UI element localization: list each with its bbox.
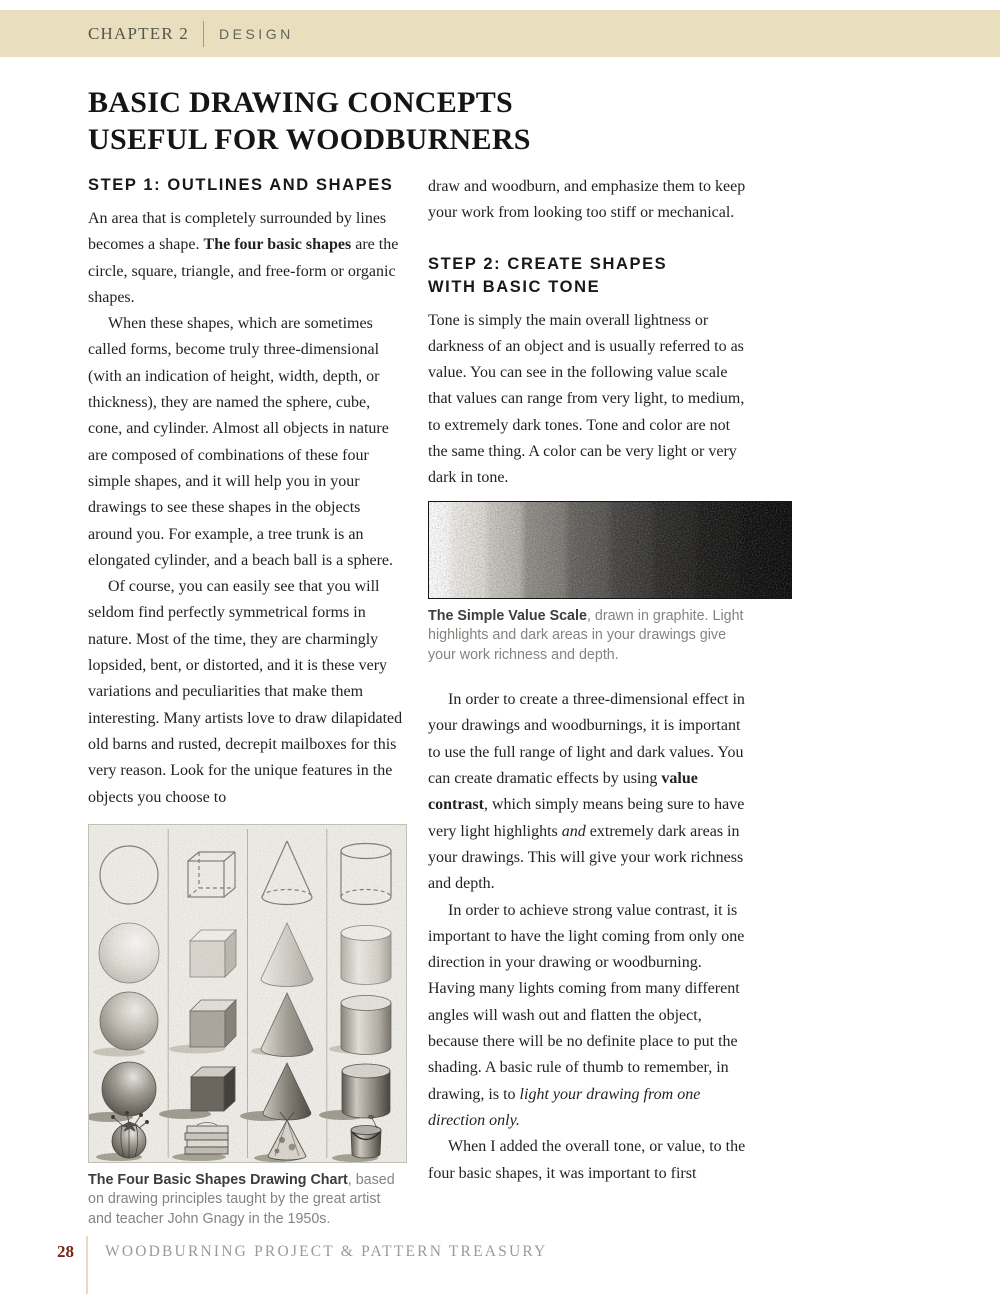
paragraph: When these shapes, which are sometimes called forms, become truly three-dimensional (with an indication of height, width, depth, or thickness), they are named the sphere, cube, cone, and cylinder. Almost all objects in nature are composed of combinations of these four simple shapes, and it will help you in your drawings to see these shapes in the objects around you. For example, a tree trunk is an elongated cylinder, and a beach ball is a sphere. [88, 315, 394, 569]
section-label: DESIGN [219, 25, 294, 42]
page-number: 28 [57, 1242, 74, 1261]
left-column [88, 174, 406, 1229]
page-title-line1: BASIC DRAWING CONCEPTS [88, 86, 514, 119]
value-scale-image [428, 501, 792, 599]
right-column [428, 174, 746, 1187]
step1-heading: STEP 1: OUTLINES AND SHAPES [88, 176, 394, 194]
header-divider [203, 21, 204, 47]
four-basic-shapes-chart-image [88, 824, 407, 1163]
two-column-layout [88, 174, 748, 1229]
paragraph: draw and woodburn, and emphasize them to keep your work from looking too stiff or mechanical. [428, 178, 746, 222]
page-title-line2: USEFUL FOR WOODBURNERS [88, 123, 531, 156]
value-scale-caption: The Simple Value Scale, drawn in graphite. Light highlights and dark areas in your drawings give your work richness and depth. [428, 607, 744, 663]
chapter-header-bar [0, 10, 1000, 57]
chapter-label: CHAPTER 2 [88, 23, 190, 43]
paragraph: An area that is completely surrounded by lines becomes a shape. The four basic shapes are the circle, square, triangle, and free-form or organic shapes. [88, 210, 399, 306]
footer-divider [86, 1236, 88, 1294]
paragraph: Of course, you can easily see that you will seldom find perfectly symmetrical forms in nature. Most of the time, they are charmingly lopsided, bent, or distorted, and it is these very variations and peculiarities that make them interesting. Many artists love to draw dilapidated old barns and rusted, decrepit mailboxes for this very reason. Look for the unique features in the objects you choose to [88, 578, 403, 806]
step2-heading [428, 253, 746, 299]
page-title [88, 84, 748, 158]
page-footer [0, 1236, 1000, 1294]
paragraph: In order to create a three-dimensional effect in your drawings and woodburnings, it is important to use the full range of light and dark values. You can create dramatic effects by using value contrast, which simply means being sure to have very light highlights and extremely dark areas in your drawings. This will give your work richness and depth. [428, 691, 745, 893]
step2-heading-line2: WITH BASIC TONE [428, 277, 601, 296]
step2-heading-line1: STEP 2: CREATE SHAPES [428, 254, 668, 273]
page-content [88, 84, 748, 1229]
book-title: WOODBURNING PROJECT & PATTERN TREASURY [105, 1243, 548, 1260]
chart-caption: The Four Basic Shapes Drawing Chart, based on drawing principles taught by the great artist and teacher John Gnagy in the 1950s. [88, 1171, 395, 1227]
paragraph: When I added the overall tone, or value, to the four basic shapes, it was important to first [428, 1138, 746, 1182]
paragraph: Tone is simply the main overall lightness or darkness of an object and is usually referred to as value. You can see in the following value scale that values can range from very light, to medium, to extremely dark tones. Tone and color are not the same thing. A color can be very light or very dark in tone. [428, 311, 745, 487]
paragraph: In order to achieve strong value contrast, it is important to have the light coming from only one direction in your drawing or woodburning. Having many lights coming from many different angles will wash out and flatten the object, because there will be no definite place to put the shading. A basic rule of thumb to remember, in drawing, is to light your drawing from one direction only. [428, 901, 745, 1129]
